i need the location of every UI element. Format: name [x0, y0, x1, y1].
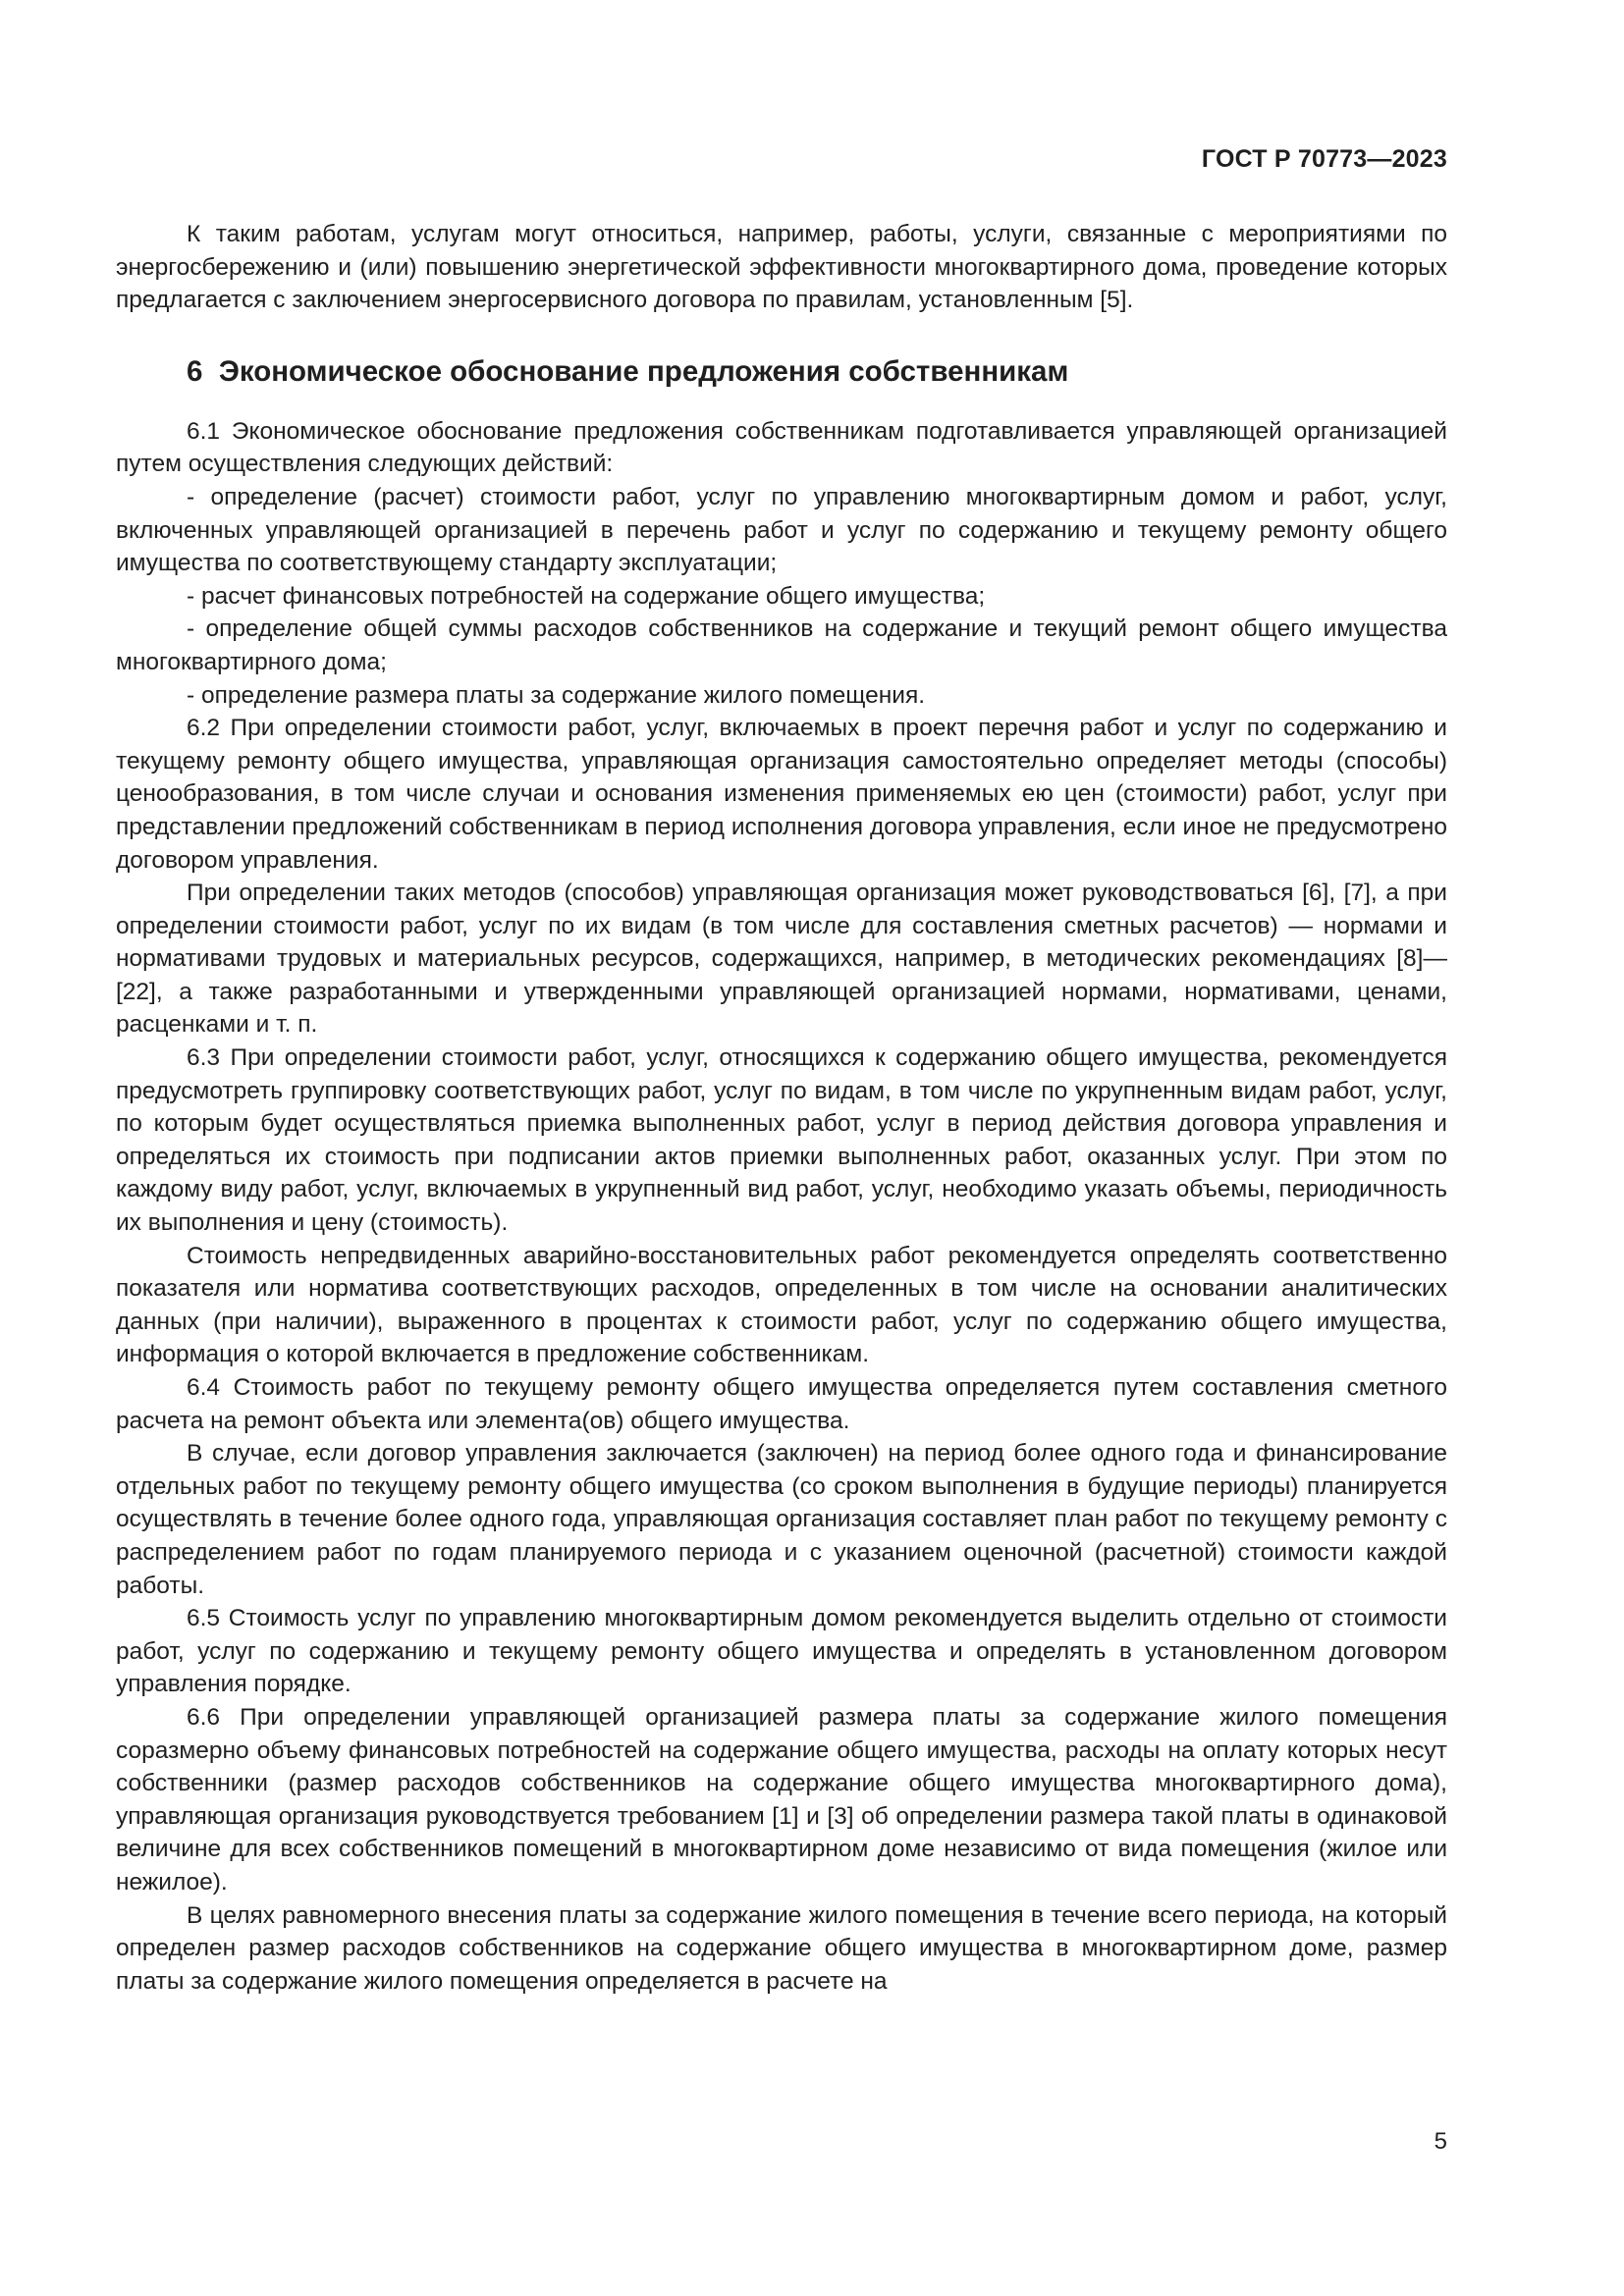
list-item-total-expenses: - определение общей суммы расходов собственников на содержание и текущий ремонт общего имущества многоквартирного дома; [116, 615, 1447, 675]
paragraph-6-3-emergency: Стоимость непредвиденных аварийно-восстановительных работ рекомендуется определять соответственно показателя или норматива соответствующих расходов, определенных в том числе на основании аналитических данных (при наличии), выраженного в процентах к стоимости работ, услуг по содержанию общего имущества, информация о которой включается в предложение собственникам. [116, 1242, 1447, 1368]
page-content [116, 218, 1447, 1998]
paragraph-6-3: 6.3 При определении стоимости работ, услуг, относящихся к содержанию общего имущества, рекомендуется предусмотреть группировку соответствующих работ, услуг по видам, в том числе по укрупненным видам работ, услуг, по которым будет осуществляться приемка выполненных работ, услуг в период действия договора управления и определяться их стоимость при подписании актов приемки выполненных работ, оказанных услуг. При этом по каждому виду работ, услуг, включаемых в укрупненный вид работ, услуг, необходимо указать объемы, периодичность их выполнения и цену (стоимость). [116, 1044, 1447, 1237]
paragraph-6-6: 6.6 При определении управляющей организацией размера платы за содержание жилого помещения соразмерно объему финансовых потребностей на содержание общего имущества, расходы на оплату которых несут собственники (размер расходов собственников на содержание общего имущества многоквартирного дома), управляющая организация руководствуется требованием [1] и [3] об определении размера такой платы в одинаковой величине для всех собственников помещений в многоквартирном доме независимо от вида помещения (жилое или нежилое). [116, 1703, 1447, 1896]
paragraph-6-6-payment: В целях равномерного внесения платы за содержание жилого помещения в течение всего периода, на который определен размер расходов собственников на содержание общего имущества в многоквартирном доме, размер платы за содержание жилого помещения определяется в расчете на [116, 1901, 1447, 1995]
list-item-payment-size: - определение размера платы за содержание жилого помещения. [187, 681, 926, 709]
intro-paragraph: К таким работам, услугам могут относиться, например, работы, услуги, связанные с мероприятиями по энергосбережению и (или) повышению энергетической эффективности многоквартирного дома, проведение которых предлагается с заключением энергосервисного договора по правилам, установленным [5]. [116, 221, 1447, 314]
document-code: ГОСТ Р 70773—2023 [1201, 145, 1447, 173]
section-number: 6 [187, 354, 203, 388]
paragraph-6-2-methods: При определении таких методов (способов) управляющая организация может руководствоваться [6], [7], а при определении стоимости работ, услуг по их видам (в том числе для составления сметных расчетов) — нормами и нормативами трудовых и материальных ресурсов, содержащихся, например, в методических рекомендациях [8]—[22], а также разработанными и утвержденными управляющей организацией нормами, нормативами, ценами, расценками и т. п. [116, 880, 1447, 1039]
section-title: Экономическое обоснование предложения собственникам [218, 354, 1069, 388]
list-item-cost-calculation: - определение (расчет) стоимости работ, услуг по управлению многоквартирным домом и работ, услуг, включенных управляющей организацией в перечень работ и услуг по содержанию и текущему ремонту общего имущества по соответствующему стандарту эксплуатации; [116, 483, 1447, 577]
page-number: 5 [1434, 2128, 1447, 2155]
paragraph-6-4: 6.4 Стоимость работ по текущему ремонту общего имущества определяется путем составления сметного расчета на ремонт объекта или элемента(ов) общего имущества. [116, 1374, 1447, 1434]
paragraph-6-4-plan: В случае, если договор управления заключается (заключен) на период более одного года и финансирование отдельных работ по текущему ремонту общего имущества (со сроком выполнения в будущие периоды) планируется осуществлять в течение более одного года, управляющая организация составляет план работ по текущему ремонту с распределением работ по годам планируемого периода и с указанием оценочной (расчетной) стоимости каждой работы. [116, 1440, 1447, 1599]
list-item-financial-needs: - расчет финансовых потребностей на содержание общего имущества; [187, 582, 986, 610]
paragraph-6-2: 6.2 При определении стоимости работ, услуг, включаемых в проект перечня работ и услуг по содержанию и текущему ремонту общего имущества, управляющая организация самостоятельно определяет методы (способы) ценообразования, в том числе случаи и основания изменения применяемых ею цен (стоимости) работ, услуг при представлении предложений собственникам в период исполнения договора управления, если иное не предусмотрено договором управления. [116, 715, 1447, 874]
section-heading [116, 352, 1447, 392]
paragraph-6-1: 6.1 Экономическое обоснование предложения собственникам подготавливается управляющей организацией путем осуществления следующих действий: [116, 417, 1447, 478]
paragraph-6-5: 6.5 Стоимость услуг по управлению многоквартирным домом рекомендуется выделить отдельно от стоимости работ, услуг по содержанию и текущему ремонту общего имущества и определять в установленном договором управления порядке. [116, 1605, 1447, 1698]
